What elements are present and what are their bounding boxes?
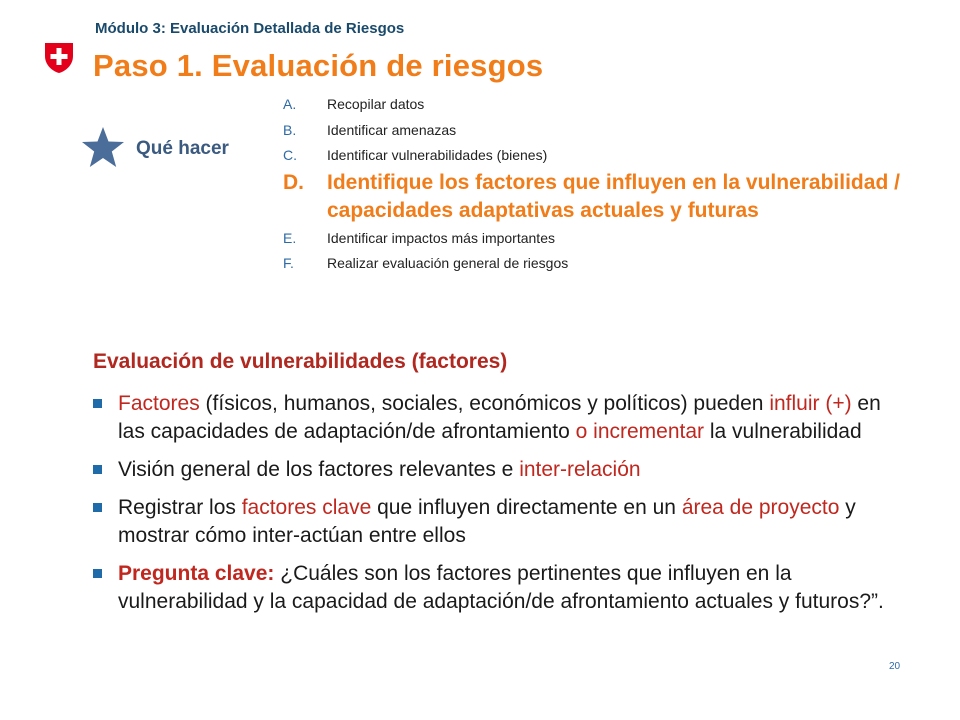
bullet-key-question-label: Pregunta clave: [118,562,275,585]
bullet-item [93,390,893,446]
bullet-list [93,390,893,626]
bullet-highlight: o incrementar [575,420,705,443]
module-subtitle: Módulo 3: Evaluación Detallada de Riesgos [95,20,405,37]
step-text: Identificar impactos más importantes [327,229,555,246]
step-letter: B. [283,121,297,138]
step-item [283,146,913,164]
bullet-highlight: Factores [118,392,200,415]
bullet-plain: y mostrar cómo inter-actúan entre ellos [118,496,856,547]
bullet-square-icon [93,390,118,446]
step-item [283,95,913,113]
bullet-highlight: área de proyecto [681,496,840,519]
step-text: Identificar amenazas [327,121,457,138]
step-item [283,254,913,272]
bullet-text [118,494,893,550]
step-text: Recopilar datos [327,96,425,112]
bullet-item [93,560,893,616]
bullet-item [93,456,893,484]
step-text: Identificar vulnerabilidades (bienes) [327,147,548,163]
bullet-plain: en las capacidades de adaptación/de afrontamiento [118,392,881,443]
bullet-highlight: influir (+) [769,392,852,415]
bullet-text [118,390,893,446]
bullet-highlight: inter-relación [519,458,641,481]
bullet-highlight: factores clave [241,496,372,519]
step-letter: F. [283,255,294,271]
step-item-active [283,169,913,225]
bullet-plain: (físicos, humanos, sociales, económicos y políticos) pueden [199,392,770,415]
what-to-do-label: Qué hacer [136,138,229,159]
bullet-plain: ¿Cuáles son los factores pertinentes que influyen en la vulnerabilidad y la capacidad de adaptación/de afrontamiento actuales y futuros?”. [118,562,884,613]
bullet-plain: Registrar los [118,496,242,519]
swiss-coat-of-arms-logo [44,42,74,74]
step-letter: A. [283,96,297,112]
section-heading: Evaluación de vulnerabilidades (factores) [93,350,508,373]
bullet-text [118,560,893,616]
bullet-item [93,494,893,550]
bullet-plain: que influyen directamente en un [371,496,682,519]
step-text: Identifique los factores que influyen en la vulnerabilidad / capacidades adaptativas actuales y futuras [327,170,900,222]
bullet-square-icon [93,560,118,616]
bullet-square-icon [93,456,118,484]
star-icon [80,125,126,171]
step-item [283,121,913,139]
step-item [283,229,913,247]
bullet-text [118,456,893,484]
step-letter: D. [283,170,304,194]
bullet-plain: Visión general de los factores relevantes e [118,458,520,481]
step-letter: C. [283,147,297,163]
page-title: Paso 1. Evaluación de riesgos [93,48,544,83]
page-number: 20 [889,661,901,672]
bullet-square-icon [93,494,118,550]
step-text: Realizar evaluación general de riesgos [327,255,569,271]
steps-list [283,95,913,280]
step-letter: E. [283,229,297,246]
bullet-plain: la vulnerabilidad [704,420,862,443]
